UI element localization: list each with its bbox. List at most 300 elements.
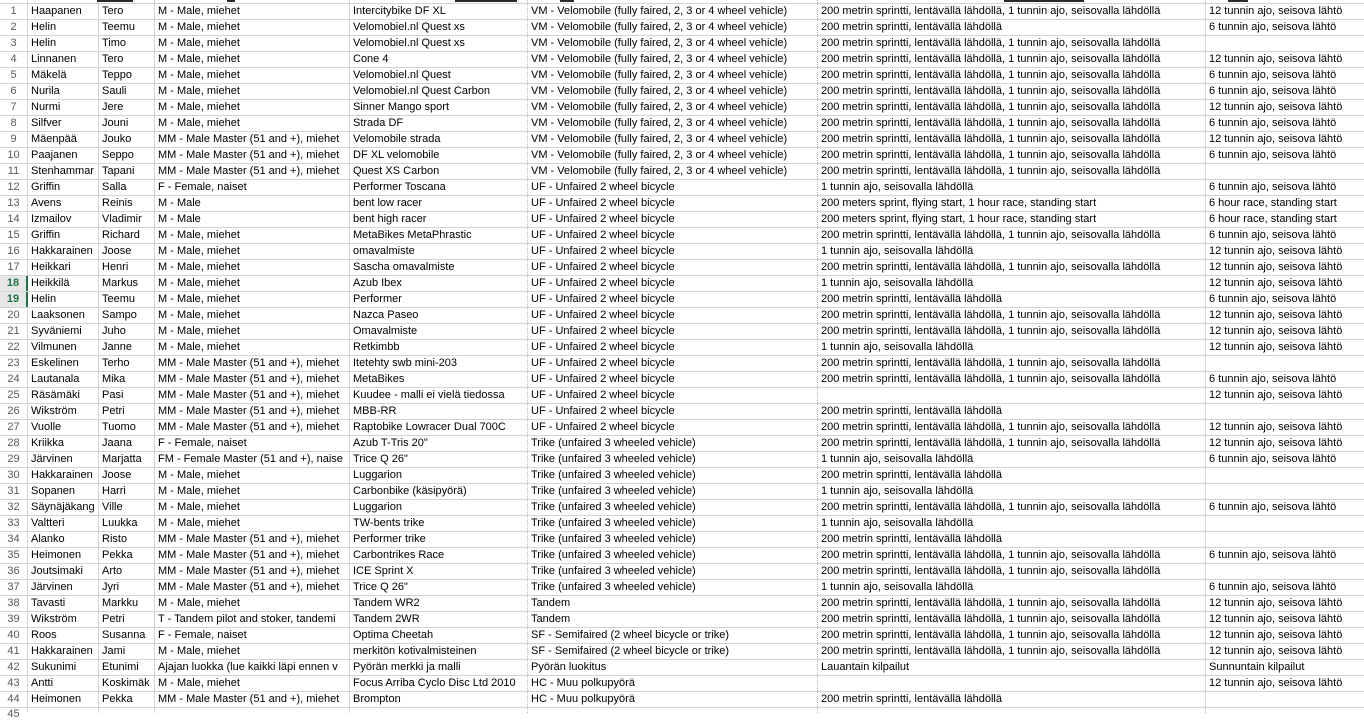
cell-firstname[interactable]: Joose xyxy=(99,244,155,259)
cell-firstname[interactable]: Jaana xyxy=(99,436,155,451)
cell-bike[interactable]: Quest XS Carbon xyxy=(350,164,528,179)
row-header[interactable]: 5 xyxy=(0,68,28,83)
cell-bike[interactable]: merkitön kotivalmisteinen xyxy=(350,644,528,659)
cell-sunday[interactable]: 12 tunnin ajo, seisova lähtö xyxy=(1209,341,1343,353)
cell-lastname[interactable]: Hakkarainen xyxy=(28,468,99,483)
cell-sunday[interactable]: 12 tunnin ajo, seisova lähtö xyxy=(1209,277,1343,289)
cell-category[interactable]: M - Male, miehet xyxy=(155,484,350,499)
cell-lastname[interactable]: Hakkarainen xyxy=(28,244,99,259)
cell-saturday[interactable]: 200 metrin sprintti, lentävällä lähdöllä, 1 tunnin ajo, seisovalla lähdöllä xyxy=(818,100,1206,115)
row-header[interactable]: 26 xyxy=(0,404,28,419)
cell-category[interactable]: M - Male, miehet xyxy=(155,20,350,35)
cell-category[interactable]: MM - Male Master (51 and +), miehet xyxy=(155,388,350,403)
cell-bike-class[interactable]: UF - Unfaired 2 wheel bicycle xyxy=(528,340,818,355)
cell-saturday[interactable]: 200 metrin sprintti, lentävällä lähdöllä, 1 tunnin ajo, seisovalla lähdöllä xyxy=(818,228,1206,243)
cell-sunday[interactable]: 6 tunnin ajo, seisova lähtö xyxy=(1209,21,1337,33)
cell-lastname[interactable]: Wikström xyxy=(28,404,99,419)
row-header[interactable]: 23 xyxy=(0,356,28,371)
cell-bike-class[interactable]: VM - Velomobile (fully faired, 2, 3 or 4 wheel vehicle) xyxy=(528,36,818,51)
cell-lastname[interactable]: Heimonen xyxy=(28,692,99,707)
cell-lastname[interactable]: Joutsimaki xyxy=(28,564,99,579)
cell-sunday[interactable]: 6 hour race, standing start xyxy=(1209,213,1337,225)
cell-bike[interactable]: Raptobike Lowracer Dual 700C xyxy=(350,420,528,435)
cell-bike-class[interactable] xyxy=(528,708,818,713)
cell-lastname[interactable]: Heikkilä xyxy=(28,276,99,291)
cell-firstname[interactable]: Risto xyxy=(99,532,155,547)
cell-bike[interactable]: Omavalmiste xyxy=(350,324,528,339)
cell-category[interactable]: M - Male, miehet xyxy=(155,292,350,307)
cell-lastname[interactable]: Mäkelä xyxy=(28,68,99,83)
row-header[interactable]: 9 xyxy=(0,132,28,147)
cell-firstname[interactable]: Ville xyxy=(99,500,155,515)
cell-saturday[interactable]: 200 metrin sprintti, lentävällä lähdöllä, 1 tunnin ajo, seisovalla lähdöllä xyxy=(818,436,1206,451)
cell-lastname[interactable]: Haapanen xyxy=(28,4,99,19)
cell-firstname[interactable]: Petri xyxy=(99,404,155,419)
cell-sunday[interactable] xyxy=(1206,404,1364,419)
cell-bike-class[interactable]: UF - Unfaired 2 wheel bicycle xyxy=(528,388,818,403)
cell-category[interactable]: M - Male, miehet xyxy=(155,84,350,99)
cell-firstname[interactable]: Teppo xyxy=(99,68,155,83)
cell-bike-class[interactable]: SF - Semifaired (2 wheel bicycle or trike) xyxy=(528,644,818,659)
cell-sunday[interactable]: 6 tunnin ajo, seisova lähtö xyxy=(1209,549,1337,561)
cell-bike[interactable]: Carbonbike (käsipyörä) xyxy=(350,484,528,499)
row-header[interactable]: 22 xyxy=(0,340,28,355)
cell-bike-class[interactable]: UF - Unfaired 2 wheel bicycle xyxy=(528,372,818,387)
cell-lastname[interactable]: Järvinen xyxy=(28,452,99,467)
cell-category[interactable]: M - Male, miehet xyxy=(155,324,350,339)
cell-firstname[interactable]: Arto xyxy=(99,564,155,579)
cell-firstname[interactable]: Marjatta xyxy=(99,452,155,467)
cell-lastname[interactable]: Heikkari xyxy=(28,260,99,275)
cell-bike-class[interactable]: Trike (unfaired 3 wheeled vehicle) xyxy=(528,548,818,563)
cell-firstname[interactable]: Markus xyxy=(99,276,155,291)
cell-bike-class[interactable]: UF - Unfaired 2 wheel bicycle xyxy=(528,356,818,371)
cell-bike[interactable]: Sinner Mango sport xyxy=(350,100,528,115)
cell-firstname[interactable]: Janne xyxy=(99,340,155,355)
cell-saturday[interactable]: 200 metrin sprintti, lentävällä lähdöllä, 1 tunnin ajo, seisovalla lähdöllä xyxy=(818,500,1206,515)
cell-bike-class[interactable]: HC - Muu polkupyörä xyxy=(528,692,818,707)
cell-bike-class[interactable]: UF - Unfaired 2 wheel bicycle xyxy=(528,212,818,227)
cell-saturday[interactable]: 200 metrin sprintti, lentävällä lähdöllä xyxy=(818,532,1206,547)
cell-bike-class[interactable]: VM - Velomobile (fully faired, 2, 3 or 4 wheel vehicle) xyxy=(528,148,818,163)
cell-sunday[interactable]: 12 tunnin ajo, seisova lähtö xyxy=(1209,437,1343,449)
cell-category[interactable]: M - Male, miehet xyxy=(155,4,350,19)
cell-category[interactable]: F - Female, naiset xyxy=(155,436,350,451)
cell-lastname[interactable]: Nurmi xyxy=(28,100,99,115)
cell-bike[interactable]: MetaBikes xyxy=(350,372,528,387)
cell-lastname[interactable]: Izmailov xyxy=(28,212,99,227)
cell-lastname[interactable]: Nurila xyxy=(28,84,99,99)
cell-sunday[interactable]: 6 tunnin ajo, seisova lähtö xyxy=(1209,85,1337,97)
cell-bike-class[interactable]: UF - Unfaired 2 wheel bicycle xyxy=(528,196,818,211)
cell-category[interactable]: M - Male, miehet xyxy=(155,516,350,531)
cell-lastname[interactable]: Syväniemi xyxy=(28,324,99,339)
row-header[interactable]: 45 xyxy=(0,707,28,712)
cell-bike[interactable]: Velomobiel.nl Quest Carbon xyxy=(350,84,528,99)
cell-saturday[interactable]: 200 metrin sprintti, lentävällä lähdöllä, 1 tunnin ajo, seisovalla lähdöllä xyxy=(818,596,1206,611)
cell-category[interactable] xyxy=(155,708,350,713)
row-header[interactable]: 21 xyxy=(0,324,28,339)
cell-category[interactable]: M - Male xyxy=(155,212,350,227)
cell-firstname[interactable]: Joose xyxy=(99,468,155,483)
cell-bike-class[interactable]: UF - Unfaired 2 wheel bicycle xyxy=(528,180,818,195)
cell-lastname[interactable]: Vuolle xyxy=(28,420,99,435)
cell-firstname[interactable]: Jami xyxy=(99,644,155,659)
cell-saturday[interactable]: 200 metrin sprintti, lentävällä lähdöllä, 1 tunnin ajo, seisovalla lähdöllä xyxy=(818,564,1206,579)
cell-firstname[interactable] xyxy=(99,708,155,713)
row-header[interactable]: 39 xyxy=(0,612,28,627)
cell-bike[interactable] xyxy=(350,708,528,713)
cell-category[interactable]: MM - Male Master (51 and +), miehet xyxy=(155,372,350,387)
cell-bike-class[interactable]: UF - Unfaired 2 wheel bicycle xyxy=(528,260,818,275)
cell-saturday[interactable]: 200 metrin sprintti, lentävällä lähdöllä, 1 tunnin ajo, seisovalla lähdöllä xyxy=(818,132,1206,147)
cell-bike-class[interactable]: UF - Unfaired 2 wheel bicycle xyxy=(528,404,818,419)
cell-sunday[interactable] xyxy=(1206,356,1364,371)
cell-sunday[interactable] xyxy=(1206,692,1364,707)
cell-sunday[interactable]: Sunnuntain kilpailut xyxy=(1209,661,1305,673)
row-header[interactable]: 13 xyxy=(0,196,28,211)
cell-bike[interactable]: Performer Toscana xyxy=(350,180,528,195)
row-header[interactable]: 32 xyxy=(0,500,28,515)
cell-category[interactable]: M - Male, miehet xyxy=(155,676,350,691)
cell-bike[interactable]: Velomobiel.nl Quest xs xyxy=(350,36,528,51)
cell-bike[interactable]: Azub T-Tris 20" xyxy=(350,436,528,451)
cell-category[interactable]: M - Male, miehet xyxy=(155,468,350,483)
cell-category[interactable]: M - Male, miehet xyxy=(155,276,350,291)
cell-bike-class[interactable]: VM - Velomobile (fully faired, 2, 3 or 4 wheel vehicle) xyxy=(528,52,818,67)
cell-bike[interactable]: omavalmiste xyxy=(350,244,528,259)
row-header[interactable]: 42 xyxy=(0,660,28,675)
cell-sunday[interactable]: 12 tunnin ajo, seisova lähtö xyxy=(1209,261,1343,273)
cell-lastname[interactable]: Sukunimi xyxy=(28,660,99,675)
row-header[interactable]: 19 xyxy=(0,292,28,307)
row-header[interactable]: 33 xyxy=(0,516,28,531)
cell-sunday[interactable]: 6 tunnin ajo, seisova lähtö xyxy=(1209,229,1337,241)
cell-bike[interactable]: Trice Q 26" xyxy=(350,452,528,467)
cell-lastname[interactable] xyxy=(28,708,99,713)
cell-saturday[interactable]: 200 metrin sprintti, lentävällä lähdöllä, 1 tunnin ajo, seisovalla lähdöllä xyxy=(818,36,1206,51)
cell-bike[interactable]: Sascha omavalmiste xyxy=(350,260,528,275)
cell-saturday[interactable]: 200 metrin sprintti, lentävällä lähdöllä, 1 tunnin ajo, seisovalla lähdöllä xyxy=(818,324,1206,339)
row-header[interactable]: 38 xyxy=(0,596,28,611)
row-header[interactable]: 28 xyxy=(0,436,28,451)
cell-saturday[interactable]: 200 metrin sprintti, lentävällä lähdöllä, 1 tunnin ajo, seisovalla lähdöllä xyxy=(818,4,1206,19)
cell-lastname[interactable]: Wikström xyxy=(28,612,99,627)
cell-category[interactable] xyxy=(155,0,350,3)
cell-lastname[interactable] xyxy=(28,0,99,3)
cell-sunday[interactable]: 12 tunnin ajo, seisova lähtö xyxy=(1209,613,1343,625)
cell-firstname[interactable]: Vladimir xyxy=(99,212,155,227)
cell-bike[interactable]: Luggarion xyxy=(350,468,528,483)
cell-category[interactable]: M - Male, miehet xyxy=(155,500,350,515)
cell-saturday[interactable]: 200 metrin sprintti, lentävällä lähdöllä, 1 tunnin ajo, seisovalla lähdöllä xyxy=(818,52,1206,67)
cell-lastname[interactable]: Stenhammar xyxy=(28,164,99,179)
cell-bike[interactable]: Luggarion xyxy=(350,500,528,515)
cell-firstname[interactable]: Etunimi xyxy=(99,660,155,675)
cell-saturday[interactable]: 1 tunnin ajo, seisovalla lähdöllä xyxy=(818,180,1206,195)
cell-firstname[interactable]: Seppo xyxy=(99,148,155,163)
cell-bike[interactable]: Performer trike xyxy=(350,532,528,547)
cell-category[interactable]: M - Male xyxy=(155,196,350,211)
cell-bike[interactable]: Itetehty swb mini-203 xyxy=(350,356,528,371)
cell-lastname[interactable]: Mäenpää xyxy=(28,132,99,147)
cell-category[interactable]: MM - Male Master (51 and +), miehet xyxy=(155,420,350,435)
cell-firstname[interactable]: Henri xyxy=(99,260,155,275)
cell-saturday[interactable]: 1 tunnin ajo, seisovalla lähdöllä xyxy=(818,340,1206,355)
row-header[interactable]: 37 xyxy=(0,580,28,595)
cell-sunday[interactable] xyxy=(1206,468,1364,483)
row-header[interactable]: 6 xyxy=(0,84,28,99)
cell-lastname[interactable]: Räsämäki xyxy=(28,388,99,403)
cell-sunday[interactable]: 6 tunnin ajo, seisova lähtö xyxy=(1209,117,1337,129)
cell-saturday[interactable]: 200 metrin sprintti, lentävällä lähdöllä, 1 tunnin ajo, seisovalla lähdöllä xyxy=(818,612,1206,627)
cell-firstname[interactable]: Teemu xyxy=(99,292,155,307)
cell-saturday[interactable]: 200 metrin sprintti, lentävällä lähdöllä, 1 tunnin ajo, seisovalla lähdöllä xyxy=(818,164,1206,179)
cell-sunday[interactable]: 6 tunnin ajo, seisova lähtö xyxy=(1209,181,1337,193)
cell-lastname[interactable]: Valtteri xyxy=(28,516,99,531)
row-header[interactable]: 7 xyxy=(0,100,28,115)
cell-bike-class[interactable]: Trike (unfaired 3 wheeled vehicle) xyxy=(528,516,818,531)
cell-sunday[interactable] xyxy=(1206,484,1364,499)
cell-category[interactable]: M - Male, miehet xyxy=(155,596,350,611)
cell-category[interactable]: MM - Male Master (51 and +), miehet xyxy=(155,580,350,595)
cell-category[interactable]: M - Male, miehet xyxy=(155,100,350,115)
cell-firstname[interactable]: Jouko xyxy=(99,132,155,147)
cell-sunday[interactable]: 12 tunnin ajo, seisova lähtö xyxy=(1209,5,1343,17)
cell-saturday[interactable]: 200 metrin sprintti, lentävällä lähdöllä, 1 tunnin ajo, seisovalla lähdöllä xyxy=(818,148,1206,163)
cell-sunday[interactable]: 6 tunnin ajo, seisova lähtö xyxy=(1209,69,1337,81)
cell-firstname[interactable]: Markku xyxy=(99,596,155,611)
cell-bike-class[interactable]: UF - Unfaired 2 wheel bicycle xyxy=(528,420,818,435)
row-header[interactable]: 12 xyxy=(0,180,28,195)
row-header[interactable]: 4 xyxy=(0,52,28,67)
cell-saturday[interactable]: 200 meters sprint, flying start, 1 hour race, standing start xyxy=(818,196,1206,211)
cell-sunday[interactable]: 12 tunnin ajo, seisova lähtö xyxy=(1209,597,1343,609)
cell-saturday[interactable] xyxy=(818,676,1206,691)
cell-lastname[interactable]: Helin xyxy=(28,292,99,307)
cell-saturday[interactable]: 200 metrin sprintti, lentävällä lähdöllä, 1 tunnin ajo, seisovalla lähdöllä xyxy=(818,308,1206,323)
cell-bike-class[interactable]: VM - Velomobile (fully faired, 2, 3 or 4 wheel vehicle) xyxy=(528,84,818,99)
cell-category[interactable]: MM - Male Master (51 and +), miehet xyxy=(155,148,350,163)
cell-category[interactable]: FM - Female Master (51 and +), naise xyxy=(155,452,350,467)
row-header[interactable]: 31 xyxy=(0,484,28,499)
cell-bike-class[interactable]: SF - Semifaired (2 wheel bicycle or trike) xyxy=(528,628,818,643)
cell-bike[interactable]: TW-bents trike xyxy=(350,516,528,531)
cell-category[interactable]: MM - Male Master (51 and +), miehet xyxy=(155,164,350,179)
cell-category[interactable]: M - Male, miehet xyxy=(155,340,350,355)
cell-bike[interactable]: Pyörän merkki ja malli xyxy=(350,660,528,675)
cell-bike[interactable]: ICE Sprint X xyxy=(350,564,528,579)
cell-sunday[interactable]: 12 tunnin ajo, seisova lähtö xyxy=(1209,245,1343,257)
row-header[interactable]: 14 xyxy=(0,212,28,227)
cell-bike-class[interactable]: HC - Muu polkupyörä xyxy=(528,676,818,691)
cell-sunday[interactable]: 12 tunnin ajo, seisova lähtö xyxy=(1209,677,1343,689)
cell-bike-class[interactable]: VM - Velomobile (fully faired, 2, 3 or 4 wheel vehicle) xyxy=(528,116,818,131)
row-header[interactable]: 44 xyxy=(0,692,28,707)
cell-category[interactable]: M - Male, miehet xyxy=(155,228,350,243)
cell-saturday[interactable]: 200 metrin sprintti, lentävällä lähdöllä, 1 tunnin ajo, seisovalla lähdöllä xyxy=(818,548,1206,563)
cell-lastname[interactable]: Säynäjäkang xyxy=(28,500,99,515)
cell-bike-class[interactable]: Trike (unfaired 3 wheeled vehicle) xyxy=(528,436,818,451)
cell-bike-class[interactable]: UF - Unfaired 2 wheel bicycle xyxy=(528,324,818,339)
cell-firstname[interactable]: Jere xyxy=(99,100,155,115)
cell-bike-class[interactable]: UF - Unfaired 2 wheel bicycle xyxy=(528,292,818,307)
cell-category[interactable]: M - Male, miehet xyxy=(155,244,350,259)
row-header[interactable]: 1 xyxy=(0,4,28,19)
cell-bike[interactable]: Velomobiel.nl Quest xs xyxy=(350,20,528,35)
cell-lastname[interactable]: Roos xyxy=(28,628,99,643)
cell-lastname[interactable]: Griffin xyxy=(28,228,99,243)
cell-bike[interactable]: Kuudee - malli ei vielä tiedossa xyxy=(350,388,528,403)
cell-saturday[interactable]: 200 meters sprint, flying start, 1 hour race, standing start xyxy=(818,212,1206,227)
row-header[interactable]: 41 xyxy=(0,644,28,659)
cell-bike-class[interactable]: Tandem xyxy=(528,612,818,627)
cell-bike[interactable]: Velomobile strada xyxy=(350,132,528,147)
cell-firstname[interactable]: Petri xyxy=(99,612,155,627)
cell-sunday[interactable] xyxy=(1206,36,1364,51)
cell-firstname[interactable]: Richard xyxy=(99,228,155,243)
cell-category[interactable]: M - Male, miehet xyxy=(155,36,350,51)
cell-category[interactable]: MM - Male Master (51 and +), miehet xyxy=(155,404,350,419)
cell-bike[interactable]: Optima Cheetah xyxy=(350,628,528,643)
row-header[interactable]: 24 xyxy=(0,372,28,387)
cell-saturday[interactable]: 200 metrin sprintti, lentävällä lähdöllä, 1 tunnin ajo, seisovalla lähdöllä xyxy=(818,372,1206,387)
cell-sunday[interactable]: 6 hour race, standing start xyxy=(1209,197,1337,209)
cell-bike-class[interactable]: Trike (unfaired 3 wheeled vehicle) xyxy=(528,484,818,499)
cell-firstname[interactable]: Pekka xyxy=(99,692,155,707)
cell-bike[interactable]: MetaBikes MetaPhrastic xyxy=(350,228,528,243)
cell-lastname[interactable]: Griffin xyxy=(28,180,99,195)
row-header[interactable]: 18 xyxy=(0,276,28,291)
cell-sunday[interactable]: 12 tunnin ajo, seisova lähtö xyxy=(1209,629,1343,641)
cell-firstname[interactable]: Tero xyxy=(99,4,155,19)
row-header[interactable]: 43 xyxy=(0,676,28,691)
cell-bike[interactable]: Strada DF xyxy=(350,116,528,131)
row-header[interactable]: 36 xyxy=(0,564,28,579)
cell-saturday[interactable]: 200 metrin sprintti, lentävällä lähdöllä, 1 tunnin ajo, seisovalla lähdöllä xyxy=(818,356,1206,371)
cell-firstname[interactable]: Teemu xyxy=(99,20,155,35)
cell-category[interactable]: T - Tandem pilot and stoker, tandemi xyxy=(155,612,350,627)
cell-bike[interactable]: Retkimbb xyxy=(350,340,528,355)
cell-lastname[interactable]: Kriikka xyxy=(28,436,99,451)
cell-bike-class[interactable]: Pyörän luokitus xyxy=(528,660,818,675)
cell-saturday[interactable]: 200 metrin sprintti, lentävällä lähdöllä xyxy=(818,404,1206,419)
cell-saturday[interactable]: 200 metrin sprintti, lentävällä lähdöllä xyxy=(818,20,1206,35)
cell-bike[interactable]: Performer xyxy=(350,292,528,307)
row-header[interactable]: 17 xyxy=(0,260,28,275)
row-header[interactable]: 30 xyxy=(0,468,28,483)
cell-bike[interactable]: Brompton xyxy=(350,692,528,707)
cell-lastname[interactable]: Tavasti xyxy=(28,596,99,611)
cell-bike[interactable]: Tandem 2WR xyxy=(350,612,528,627)
row-header[interactable]: 16 xyxy=(0,244,28,259)
cell-bike[interactable]: Velomobiel.nl Quest xyxy=(350,68,528,83)
cell-category[interactable]: MM - Male Master (51 and +), miehet xyxy=(155,564,350,579)
cell-lastname[interactable]: Järvinen xyxy=(28,580,99,595)
cell-sunday[interactable]: 6 tunnin ajo, seisova lähtö xyxy=(1209,373,1337,385)
cell-bike-class[interactable]: Trike (unfaired 3 wheeled vehicle) xyxy=(528,564,818,579)
cell-bike[interactable]: Carbontrikes Race xyxy=(350,548,528,563)
cell-category[interactable]: M - Male, miehet xyxy=(155,308,350,323)
cell-sunday[interactable]: 12 tunnin ajo, seisova lähtö xyxy=(1209,389,1343,401)
row-header[interactable]: 25 xyxy=(0,388,28,403)
cell-bike-class[interactable]: UF - Unfaired 2 wheel bicycle xyxy=(528,228,818,243)
cell-bike[interactable]: Focus Arriba Cyclo Disc Ltd 2010 xyxy=(350,676,528,691)
cell-saturday[interactable]: 1 tunnin ajo, seisovalla lähdöllä xyxy=(818,484,1206,499)
cell-lastname[interactable]: Heimonen xyxy=(28,548,99,563)
cell-lastname[interactable]: Eskelinen xyxy=(28,356,99,371)
cell-lastname[interactable]: Helin xyxy=(28,36,99,51)
cell-lastname[interactable]: Avens xyxy=(28,196,99,211)
cell-bike-class[interactable]: UF - Unfaired 2 wheel bicycle xyxy=(528,244,818,259)
cell-sunday[interactable]: 12 tunnin ajo, seisova lähtö xyxy=(1209,309,1343,321)
cell-category[interactable]: M - Male, miehet xyxy=(155,52,350,67)
cell-saturday[interactable] xyxy=(818,388,1206,403)
cell-sunday[interactable]: 6 tunnin ajo, seisova lähtö xyxy=(1209,293,1337,305)
cell-firstname[interactable]: Tapani xyxy=(99,164,155,179)
cell-bike-class[interactable]: Trike (unfaired 3 wheeled vehicle) xyxy=(528,452,818,467)
cell-sunday[interactable] xyxy=(1206,164,1364,179)
cell-bike-class[interactable]: UF - Unfaired 2 wheel bicycle xyxy=(528,276,818,291)
cell-saturday[interactable]: 200 metrin sprintti, lentävällä lähdöllä, 1 tunnin ajo, seisovalla lähdöllä xyxy=(818,420,1206,435)
cell-saturday[interactable]: 1 tunnin ajo, seisovalla lähdöllä xyxy=(818,244,1206,259)
cell-bike-class[interactable]: VM - Velomobile (fully faired, 2, 3 or 4 wheel vehicle) xyxy=(528,100,818,115)
cell-bike-class[interactable]: Trike (unfaired 3 wheeled vehicle) xyxy=(528,500,818,515)
cell-category[interactable]: Ajajan luokka (lue kaikki läpi ennen v xyxy=(155,660,350,675)
cell-category[interactable]: MM - Male Master (51 and +), miehet xyxy=(155,132,350,147)
cell-bike[interactable]: Azub Ibex xyxy=(350,276,528,291)
cell-lastname[interactable]: Antti xyxy=(28,676,99,691)
cell-bike[interactable]: bent high racer xyxy=(350,212,528,227)
cell-saturday[interactable]: 200 metrin sprintti, lentävällä lähdöllä xyxy=(818,468,1206,483)
cell-sunday[interactable]: 12 tunnin ajo, seisova lähtö xyxy=(1209,133,1343,145)
cell-sunday[interactable]: 12 tunnin ajo, seisova lähtö xyxy=(1209,53,1343,65)
cell-sunday[interactable] xyxy=(1206,532,1364,547)
cell-bike[interactable]: Nazca Paseo xyxy=(350,308,528,323)
cell-category[interactable]: MM - Male Master (51 and +), miehet xyxy=(155,532,350,547)
cell-firstname[interactable]: Sauli xyxy=(99,84,155,99)
cell-saturday[interactable]: 1 tunnin ajo, seisovalla lähdöllä xyxy=(818,516,1206,531)
cell-category[interactable]: M - Male, miehet xyxy=(155,68,350,83)
cell-category[interactable]: MM - Male Master (51 and +), miehet xyxy=(155,692,350,707)
row-header[interactable]: 27 xyxy=(0,420,28,435)
cell-lastname[interactable]: Silfver xyxy=(28,116,99,131)
cell-firstname[interactable]: Timo xyxy=(99,36,155,51)
cell-bike-class[interactable]: VM - Velomobile (fully faired, 2, 3 or 4 wheel vehicle) xyxy=(528,4,818,19)
cell-bike-class[interactable]: Trike (unfaired 3 wheeled vehicle) xyxy=(528,468,818,483)
cell-firstname[interactable]: Tuomo xyxy=(99,420,155,435)
cell-saturday[interactable]: 1 tunnin ajo, seisovalla lähdöllä xyxy=(818,276,1206,291)
cell-lastname[interactable]: Linnanen xyxy=(28,52,99,67)
cell-saturday[interactable]: 200 metrin sprintti, lentävällä lähdöllä xyxy=(818,692,1206,707)
row-header[interactable]: 11 xyxy=(0,164,28,179)
cell-lastname[interactable]: Alanko xyxy=(28,532,99,547)
cell-sunday[interactable]: 12 tunnin ajo, seisova lähtö xyxy=(1209,101,1343,113)
cell-firstname[interactable]: Susanna xyxy=(99,628,155,643)
cell-sunday[interactable] xyxy=(1206,708,1364,713)
cell-bike-class[interactable]: Tandem xyxy=(528,596,818,611)
cell-bike[interactable]: Trice Q 26" xyxy=(350,580,528,595)
cell-lastname[interactable]: Paajanen xyxy=(28,148,99,163)
cell-category[interactable]: M - Male, miehet xyxy=(155,260,350,275)
cell-firstname[interactable]: Harri xyxy=(99,484,155,499)
cell-sunday[interactable] xyxy=(1206,564,1364,579)
cell-firstname[interactable]: Koskimäk xyxy=(99,676,155,691)
cell-saturday[interactable]: 1 tunnin ajo, seisovalla lähdöllä xyxy=(818,580,1206,595)
cell-bike[interactable]: bent low racer xyxy=(350,196,528,211)
cell-lastname[interactable]: Vilmunen xyxy=(28,340,99,355)
cell-saturday[interactable]: 200 metrin sprintti, lentävällä lähdöllä, 1 tunnin ajo, seisovalla lähdöllä xyxy=(818,628,1206,643)
